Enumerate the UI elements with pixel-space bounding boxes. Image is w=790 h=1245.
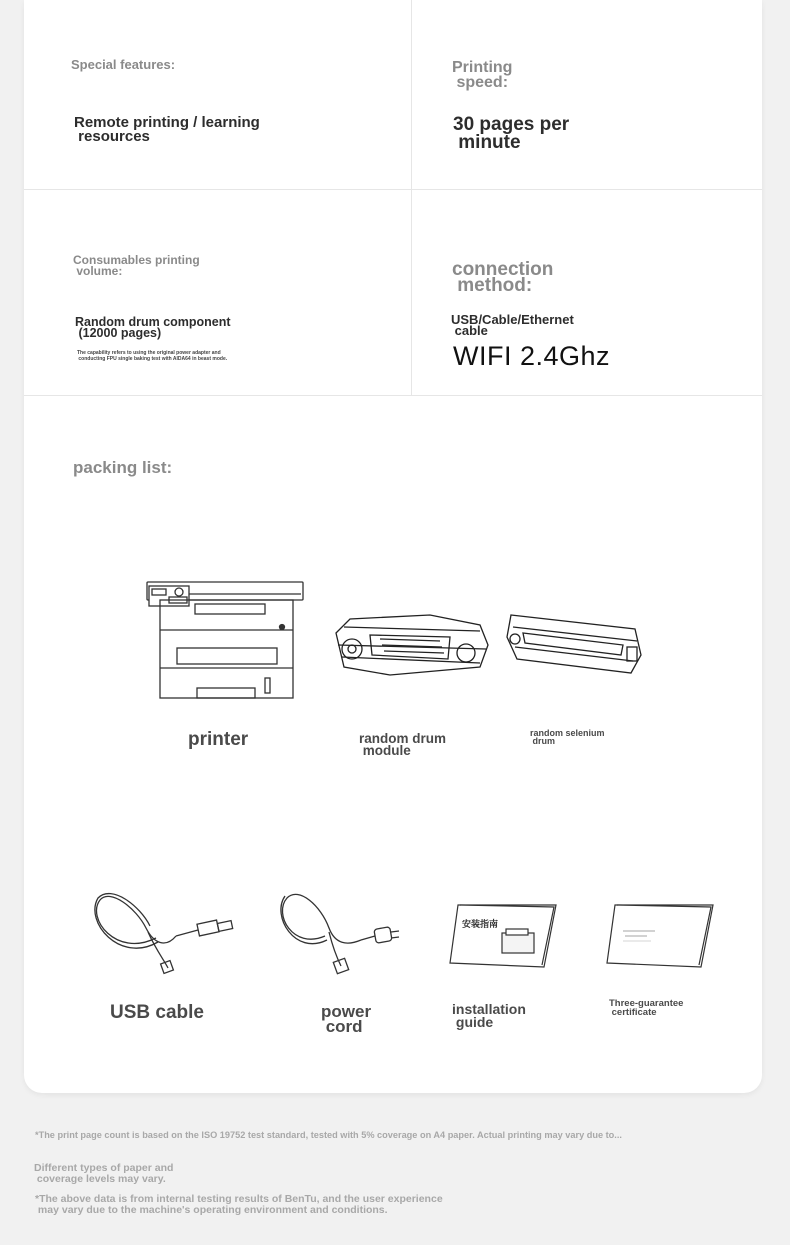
- footnote-paper-types: Different types of paper and coverage levels may vary.: [34, 1162, 174, 1186]
- connection-label: connection method:: [452, 259, 554, 296]
- special-features-value: Remote printing / learning resources: [74, 114, 260, 146]
- consumables-label: Consumables printing volume:: [73, 253, 200, 278]
- printing-speed-label: Printing speed:: [452, 59, 513, 92]
- packing-item-power-cord: power cord: [321, 1002, 372, 1037]
- certificate-icon: [605, 903, 717, 969]
- connection-value: USB/Cable/Ethernet cable: [451, 312, 574, 338]
- wifi-spec: WIFI 2.4Ghz: [453, 341, 611, 371]
- packing-item-selenium-drum: random selenium drum: [530, 728, 605, 747]
- footnote-internal-testing: *The above data is from internal testing results of BenTu, and the user experience may vary due to the machine's operating environment and conditions.: [35, 1193, 443, 1217]
- packing-item-printer: printer: [188, 729, 249, 750]
- installation-guide-cover-text: 安装指南: [462, 920, 499, 930]
- consumables-value: Random drum component (12000 pages): [75, 315, 231, 341]
- consumables-note: The capability refers to using the original power adapter and conducting FPU single baking test with AIDA64 in beast mode.: [77, 350, 228, 362]
- special-features-label: Special features:: [71, 57, 176, 72]
- installation-guide-icon: [448, 903, 560, 969]
- printer-icon: [145, 578, 305, 702]
- column-divider-middle: [411, 190, 412, 395]
- footnote-page-count: *The print page count is based on the ISO 19752 test standard, tested with 5% coverage on A4 paper. Actual printing may vary due to...: [35, 1130, 622, 1140]
- row-divider-1: [24, 189, 762, 190]
- drum-module-icon: [330, 605, 492, 681]
- packing-item-usb-cable: USB cable: [110, 1002, 204, 1023]
- packing-list-title: packing list:: [73, 458, 173, 477]
- printing-speed-value: 30 pages per minute: [453, 114, 570, 154]
- selenium-drum-icon: [503, 607, 645, 679]
- row-divider-2: [24, 395, 762, 396]
- usb-cable-icon: [86, 888, 236, 976]
- column-divider-top: [411, 0, 412, 189]
- packing-item-drum-module: random drum module: [359, 731, 447, 759]
- packing-item-installation-guide: installation guide: [452, 1001, 526, 1030]
- power-cord-icon: [275, 888, 405, 976]
- packing-item-certificate: Three-guarantee certificate: [609, 998, 684, 1018]
